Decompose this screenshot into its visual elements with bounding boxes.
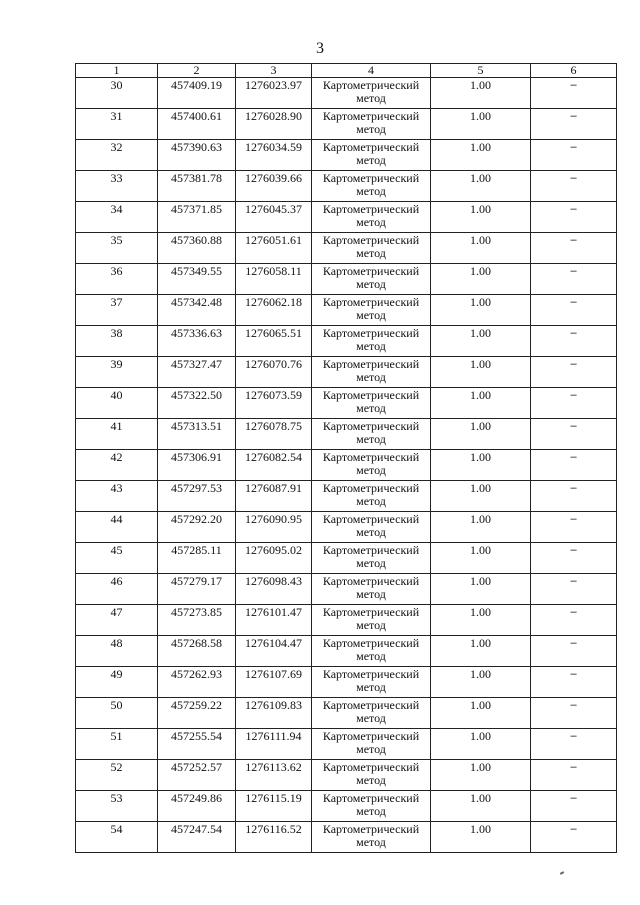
method-line-2: метод — [356, 525, 386, 539]
coord-y: 1276023.97 — [236, 78, 312, 109]
table-row — [76, 822, 617, 853]
point-number: 44 — [76, 512, 158, 543]
coord-y: 1276058.11 — [236, 264, 312, 295]
note: – — [531, 419, 617, 450]
accuracy: 1.00 — [431, 760, 531, 791]
point-number: 54 — [76, 822, 158, 853]
coord-y: 1276113.62 — [236, 760, 312, 791]
note: – — [531, 202, 617, 233]
accuracy: 1.00 — [431, 264, 531, 295]
table-row — [76, 636, 617, 667]
coord-x: 457322.50 — [158, 388, 236, 419]
table-row — [76, 171, 617, 202]
coord-x: 457409.19 — [158, 78, 236, 109]
accuracy: 1.00 — [431, 450, 531, 481]
method-cell — [312, 202, 431, 233]
coord-x: 457262.93 — [158, 667, 236, 698]
table-row — [76, 698, 617, 729]
accuracy: 1.00 — [431, 109, 531, 140]
coord-y: 1276065.51 — [236, 326, 312, 357]
point-number: 40 — [76, 388, 158, 419]
point-number: 30 — [76, 78, 158, 109]
coord-y: 1276101.47 — [236, 605, 312, 636]
coord-y: 1276028.90 — [236, 109, 312, 140]
coord-x: 457247.54 — [158, 822, 236, 853]
point-number: 41 — [76, 419, 158, 450]
method-line-2: метод — [356, 339, 386, 353]
accuracy: 1.00 — [431, 729, 531, 760]
coord-y: 1276070.76 — [236, 357, 312, 388]
accuracy: 1.00 — [431, 326, 531, 357]
coord-x: 457336.63 — [158, 326, 236, 357]
accuracy: 1.00 — [431, 388, 531, 419]
accuracy: 1.00 — [431, 357, 531, 388]
page-number: 3 — [316, 40, 324, 57]
note: – — [531, 791, 617, 822]
method-cell — [312, 233, 431, 264]
point-number: 49 — [76, 667, 158, 698]
header-col-3: 3 — [236, 64, 312, 78]
point-number: 42 — [76, 450, 158, 481]
method-line-2: метод — [356, 618, 386, 632]
method-line-2: метод — [356, 835, 386, 849]
note: – — [531, 543, 617, 574]
table-row — [76, 667, 617, 698]
table-row — [76, 419, 617, 450]
accuracy: 1.00 — [431, 667, 531, 698]
coord-x: 457400.61 — [158, 109, 236, 140]
method-line-1: Картометрический — [322, 636, 420, 650]
method-line-2: метод — [356, 587, 386, 601]
method-line-1: Картометрический — [322, 202, 420, 216]
table-row — [76, 78, 617, 109]
coord-x: 457259.22 — [158, 698, 236, 729]
method-cell — [312, 698, 431, 729]
coord-y: 1276109.83 — [236, 698, 312, 729]
coord-x: 457349.55 — [158, 264, 236, 295]
header-col-6: 6 — [531, 64, 617, 78]
note: – — [531, 450, 617, 481]
point-number: 47 — [76, 605, 158, 636]
coord-x: 457252.57 — [158, 760, 236, 791]
note: – — [531, 574, 617, 605]
coord-y: 1276034.59 — [236, 140, 312, 171]
coord-x: 457249.86 — [158, 791, 236, 822]
point-number: 45 — [76, 543, 158, 574]
coord-x: 457381.78 — [158, 171, 236, 202]
note: – — [531, 295, 617, 326]
accuracy: 1.00 — [431, 822, 531, 853]
accuracy: 1.00 — [431, 605, 531, 636]
table-row — [76, 543, 617, 574]
method-line-2: метод — [356, 556, 386, 570]
coord-x: 457371.85 — [158, 202, 236, 233]
method-line-1: Картометрический — [322, 140, 420, 154]
method-cell — [312, 667, 431, 698]
coord-y: 1276051.61 — [236, 233, 312, 264]
accuracy: 1.00 — [431, 636, 531, 667]
table-row — [76, 202, 617, 233]
table-body — [76, 78, 617, 853]
method-cell — [312, 636, 431, 667]
point-number: 50 — [76, 698, 158, 729]
coord-y: 1276073.59 — [236, 388, 312, 419]
note: – — [531, 667, 617, 698]
method-cell — [312, 357, 431, 388]
accuracy: 1.00 — [431, 233, 531, 264]
point-number: 46 — [76, 574, 158, 605]
accuracy: 1.00 — [431, 791, 531, 822]
method-line-1: Картометрический — [322, 605, 420, 619]
point-number: 48 — [76, 636, 158, 667]
coord-x: 457273.85 — [158, 605, 236, 636]
header-col-1: 1 — [76, 64, 158, 78]
method-line-2: метод — [356, 277, 386, 291]
table-row — [76, 729, 617, 760]
method-line-1: Картометрический — [322, 419, 420, 433]
method-line-2: метод — [356, 401, 386, 415]
coord-y: 1276087.91 — [236, 481, 312, 512]
scan-mark — [560, 871, 564, 875]
coord-x: 457279.17 — [158, 574, 236, 605]
method-line-1: Картометрический — [322, 109, 420, 123]
table-row — [76, 605, 617, 636]
method-cell — [312, 605, 431, 636]
point-number: 52 — [76, 760, 158, 791]
coord-x: 457285.11 — [158, 543, 236, 574]
method-line-1: Картометрический — [322, 667, 420, 681]
method-line-1: Картометрический — [322, 574, 420, 588]
method-line-2: метод — [356, 804, 386, 818]
coord-y: 1276107.69 — [236, 667, 312, 698]
note: – — [531, 760, 617, 791]
coord-x: 457292.20 — [158, 512, 236, 543]
header-col-2: 2 — [158, 64, 236, 78]
coord-y: 1276082.54 — [236, 450, 312, 481]
header-col-4: 4 — [312, 64, 431, 78]
point-number: 35 — [76, 233, 158, 264]
coord-y: 1276104.47 — [236, 636, 312, 667]
table-row — [76, 233, 617, 264]
point-number: 34 — [76, 202, 158, 233]
note: – — [531, 636, 617, 667]
point-number: 33 — [76, 171, 158, 202]
coordinates-table — [75, 63, 617, 853]
coord-x: 457342.48 — [158, 295, 236, 326]
method-line-1: Картометрический — [322, 295, 420, 309]
point-number: 39 — [76, 357, 158, 388]
method-line-1: Картометрический — [322, 822, 420, 836]
method-line-2: метод — [356, 494, 386, 508]
point-number: 36 — [76, 264, 158, 295]
coord-x: 457297.53 — [158, 481, 236, 512]
note: – — [531, 140, 617, 171]
method-line-1: Картометрический — [322, 512, 420, 526]
note: – — [531, 822, 617, 853]
method-line-1: Картометрический — [322, 388, 420, 402]
method-line-2: метод — [356, 463, 386, 477]
method-line-2: метод — [356, 184, 386, 198]
table-row — [76, 481, 617, 512]
method-cell — [312, 326, 431, 357]
coord-x: 457390.63 — [158, 140, 236, 171]
table-row — [76, 140, 617, 171]
method-cell — [312, 481, 431, 512]
coord-y: 1276062.18 — [236, 295, 312, 326]
method-line-2: метод — [356, 432, 386, 446]
note: – — [531, 78, 617, 109]
note: – — [531, 326, 617, 357]
method-line-2: метод — [356, 742, 386, 756]
point-number: 51 — [76, 729, 158, 760]
coord-x: 457268.58 — [158, 636, 236, 667]
coord-y: 1276045.37 — [236, 202, 312, 233]
method-cell — [312, 450, 431, 481]
table-row — [76, 574, 617, 605]
method-line-2: метод — [356, 215, 386, 229]
coord-y: 1276039.66 — [236, 171, 312, 202]
coord-y: 1276115.19 — [236, 791, 312, 822]
method-cell — [312, 822, 431, 853]
note: – — [531, 605, 617, 636]
coord-y: 1276095.02 — [236, 543, 312, 574]
coord-y: 1276098.43 — [236, 574, 312, 605]
method-cell — [312, 295, 431, 326]
method-line-2: метод — [356, 91, 386, 105]
coord-x: 457360.88 — [158, 233, 236, 264]
method-cell — [312, 729, 431, 760]
method-cell — [312, 512, 431, 543]
method-line-2: метод — [356, 370, 386, 384]
method-cell — [312, 78, 431, 109]
accuracy: 1.00 — [431, 481, 531, 512]
note: – — [531, 388, 617, 419]
method-line-1: Картометрический — [322, 233, 420, 247]
method-line-1: Картометрический — [322, 450, 420, 464]
method-line-2: метод — [356, 246, 386, 260]
method-line-2: метод — [356, 773, 386, 787]
method-cell — [312, 760, 431, 791]
method-line-1: Картометрический — [322, 78, 420, 92]
accuracy: 1.00 — [431, 295, 531, 326]
coord-x: 457306.91 — [158, 450, 236, 481]
point-number: 53 — [76, 791, 158, 822]
method-cell — [312, 171, 431, 202]
table-row — [76, 388, 617, 419]
method-cell — [312, 791, 431, 822]
table-row — [76, 326, 617, 357]
accuracy: 1.00 — [431, 698, 531, 729]
table-row — [76, 109, 617, 140]
table-row — [76, 512, 617, 543]
table-row — [76, 760, 617, 791]
accuracy: 1.00 — [431, 78, 531, 109]
method-line-1: Картометрический — [322, 543, 420, 557]
method-line-1: Картометрический — [322, 264, 420, 278]
method-line-1: Картометрический — [322, 791, 420, 805]
table-row — [76, 450, 617, 481]
method-line-1: Картометрический — [322, 357, 420, 371]
method-line-2: метод — [356, 649, 386, 663]
coord-x: 457313.51 — [158, 419, 236, 450]
method-line-2: метод — [356, 122, 386, 136]
method-line-1: Картометрический — [322, 481, 420, 495]
method-line-2: метод — [356, 308, 386, 322]
coord-x: 457255.54 — [158, 729, 236, 760]
method-cell — [312, 264, 431, 295]
header-row — [76, 64, 617, 78]
coord-y: 1276090.95 — [236, 512, 312, 543]
method-cell — [312, 574, 431, 605]
table-row — [76, 264, 617, 295]
coord-y: 1276111.94 — [236, 729, 312, 760]
accuracy: 1.00 — [431, 543, 531, 574]
header-col-5: 5 — [431, 64, 531, 78]
note: – — [531, 233, 617, 264]
note: – — [531, 109, 617, 140]
note: – — [531, 481, 617, 512]
accuracy: 1.00 — [431, 202, 531, 233]
accuracy: 1.00 — [431, 171, 531, 202]
method-cell — [312, 419, 431, 450]
method-cell — [312, 388, 431, 419]
method-line-1: Картометрический — [322, 171, 420, 185]
coord-y: 1276078.75 — [236, 419, 312, 450]
accuracy: 1.00 — [431, 574, 531, 605]
point-number: 31 — [76, 109, 158, 140]
coord-y: 1276116.52 — [236, 822, 312, 853]
note: – — [531, 512, 617, 543]
method-line-2: метод — [356, 711, 386, 725]
point-number: 38 — [76, 326, 158, 357]
point-number: 37 — [76, 295, 158, 326]
accuracy: 1.00 — [431, 512, 531, 543]
note: – — [531, 171, 617, 202]
table-row — [76, 295, 617, 326]
note: – — [531, 729, 617, 760]
coord-x: 457327.47 — [158, 357, 236, 388]
method-cell — [312, 140, 431, 171]
method-cell — [312, 543, 431, 574]
method-line-2: метод — [356, 153, 386, 167]
method-line-1: Картометрический — [322, 729, 420, 743]
method-line-1: Картометрический — [322, 760, 420, 774]
method-cell — [312, 109, 431, 140]
accuracy: 1.00 — [431, 140, 531, 171]
point-number: 43 — [76, 481, 158, 512]
point-number: 32 — [76, 140, 158, 171]
note: – — [531, 698, 617, 729]
note: – — [531, 357, 617, 388]
table-row — [76, 357, 617, 388]
accuracy: 1.00 — [431, 419, 531, 450]
note: – — [531, 264, 617, 295]
method-line-2: метод — [356, 680, 386, 694]
table-row — [76, 791, 617, 822]
method-line-1: Картометрический — [322, 326, 420, 340]
method-line-1: Картометрический — [322, 698, 420, 712]
